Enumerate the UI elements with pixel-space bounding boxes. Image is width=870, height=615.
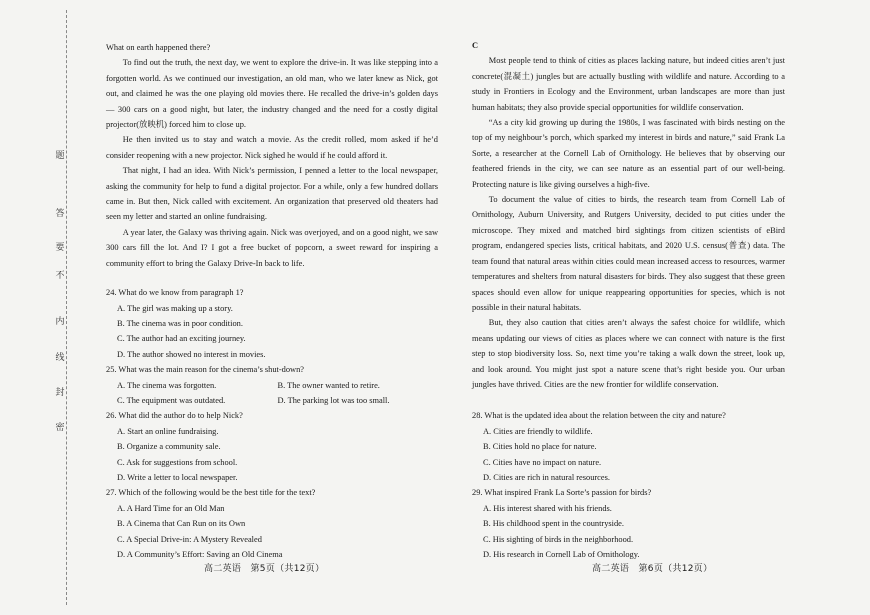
option-row xyxy=(117,378,438,393)
seal-char: 密 xyxy=(55,423,65,433)
option: C. His sighting of birds in the neighborhood. xyxy=(483,534,634,544)
section-letter: C xyxy=(472,41,479,50)
option: C. The author had an exciting journey. xyxy=(117,334,246,344)
option: A. The cinema was forgotten. xyxy=(117,380,217,390)
paragraph: He then invited us to stay and watch a movie. As the credit rolled, mom asked if he’d consider reopening with a new projector. Nick sighed he would if he could afford it. xyxy=(106,135,438,160)
option: D. A Community’s Effort: Saving an Old Cinema xyxy=(117,550,283,559)
seal-char: 线 xyxy=(55,353,65,363)
left-page xyxy=(106,40,438,562)
option: A. Cities are friendly to wildlife. xyxy=(483,426,593,436)
question-stem: 26. What did the author do to help Nick? xyxy=(106,411,243,421)
question-stem: 29. What inspired Frank La Sorte’s passion for birds? xyxy=(472,488,652,498)
question-27 xyxy=(106,485,438,562)
seal-dashed-line xyxy=(66,10,67,605)
paragraph: “As a city kid growing up during the 1980s, I was fascinated with birds nesting on the top of my neighbour’s porch, which sparked my interest in birds and nature,” said Frank La Sorte, a researcher at the Cornell Lab of Ornithology. He believes that by observing our feathered friends in the city, we can see nature as an essential part of our well-being. Protecting nature is like giving ourselves a high-five. xyxy=(472,118,785,189)
option: D. Cities are rich in natural resources. xyxy=(483,472,610,482)
paragraph: Most people tend to think of cities as places lacking nature, but indeed cities aren’t just concrete(混凝土) jungles but are actually bustling with wildlife and nature. According to a study in Frontiers in Ecology and the Environment, urban landscapes are more than just human habitats; they also provide special opportunities for wildlife conservation. xyxy=(472,56,785,112)
question-stem: 27. Which of the following would be the best title for the text? xyxy=(106,488,316,498)
option: A. His interest shared with his friends. xyxy=(483,503,612,513)
question-stem: 25. What was the main reason for the cinema’s shut-down? xyxy=(106,365,304,375)
option: B. The owner wanted to retire. xyxy=(277,380,380,390)
option: A. The girl was making up a story. xyxy=(117,303,233,313)
option: B. Cities hold no place for nature. xyxy=(483,442,597,452)
option: C. Ask for suggestions from school. xyxy=(117,457,238,467)
question-29 xyxy=(472,485,785,562)
option: D. The parking lot was too small. xyxy=(277,395,390,405)
option: D. The author showed no interest in movies. xyxy=(117,349,266,359)
option: C. Cities have no impact on nature. xyxy=(483,457,602,467)
question-24 xyxy=(106,285,438,362)
option: B. His childhood spent in the countryside. xyxy=(483,519,624,529)
question-26 xyxy=(106,408,438,485)
option: B. A Cinema that Can Run on its Own xyxy=(117,519,246,529)
question-stem: 24. What do we know from paragraph 1? xyxy=(106,288,244,298)
option: B. The cinema was in poor condition. xyxy=(117,318,243,328)
option: B. Organize a community sale. xyxy=(117,442,221,452)
seal-char: 答 xyxy=(55,209,65,219)
paragraph: To document the value of cities to birds, the research team from Cornell Lab of Ornithology, Auburn University, and Rutgers University, decided to put cities under the microscope. They mixed and matched bird sightings from citizen scientists of eBird program, endangered species lists, critical habitats, and 2020 U.S. census(普查) data. The team found that natural areas within cities could mean increased access to resources, warmer temperatures and shelters from natural disasters for birds. They also suggest that these green spaces should even allow for unique reappearing opportunities for species, which is not possible in their natural habitats. xyxy=(472,195,785,312)
page-footer-right: 高二英语 第6页（共12页） xyxy=(592,564,713,574)
paragraph: To find out the truth, the next day, we went to explore the drive-in. It was like stepping into a forgotten world. As we continued our investigation, an old man, who we later knew as Nick, got out, and claimed he was the one playing old movies there. He recalled the drive-in’s golden days — 300 cars on a good night, but later, the industry changed and the need for a costly digital projector(放映机) forced him to close up. xyxy=(106,58,438,130)
option: A. A Hard Time for an Old Man xyxy=(117,503,225,513)
question-28 xyxy=(472,408,785,485)
seal-char: 不 xyxy=(55,271,65,281)
question-stem: 28. What is the updated idea about the relation between the city and nature? xyxy=(472,411,726,421)
option: D. Write a letter to local newspaper. xyxy=(117,472,238,482)
paragraph: What on earth happened there? xyxy=(106,43,211,52)
seal-char: 内 xyxy=(55,317,65,327)
page-footer-left: 高二英语 第5页（共12页） xyxy=(204,564,325,574)
right-page xyxy=(472,38,785,562)
seal-char: 要 xyxy=(55,243,65,253)
paragraph: That night, I had an idea. With Nick’s permission, I penned a letter to the local newspaper, asking the community for help to fund a digital projector. For a while, only a few hundred dollars came in. But then, Nick called with excitement. An organization that preserved old theaters had seen my letter and started an online fundraising. xyxy=(106,166,438,222)
option: C. A Special Drive-in: A Mystery Revealed xyxy=(117,534,262,544)
seal-char: 封 xyxy=(55,388,65,398)
seal-char: 题 xyxy=(55,151,65,161)
option: D. His research in Cornell Lab of Ornithology. xyxy=(483,550,640,559)
paragraph: A year later, the Galaxy was thriving again. Nick was overjoyed, and on a good night, we saw 300 cars fill the lot. And I? I got a free bucket of popcorn, a sweet reward for inspiring a community effort to bring the Galaxy Drive-In back to life. xyxy=(106,227,438,268)
binding-margin xyxy=(0,0,70,615)
question-25 xyxy=(106,362,438,408)
paragraph: But, they also caution that cities aren’t always the safest choice for wildlife, which means updating our views of cities as places where we can connect with nature is the first step to stop biodiversity loss. So, next time you’re taking a walk down the street, look up, and look around. You might just spot a nature scene that’s right beside you. Our urban jungles have thrived. Cities are the new frontier for wildlife conservation. xyxy=(472,318,785,389)
option-row xyxy=(117,393,438,408)
option: A. Start an online fundraising. xyxy=(117,426,219,436)
option: C. The equipment was outdated. xyxy=(117,395,226,405)
